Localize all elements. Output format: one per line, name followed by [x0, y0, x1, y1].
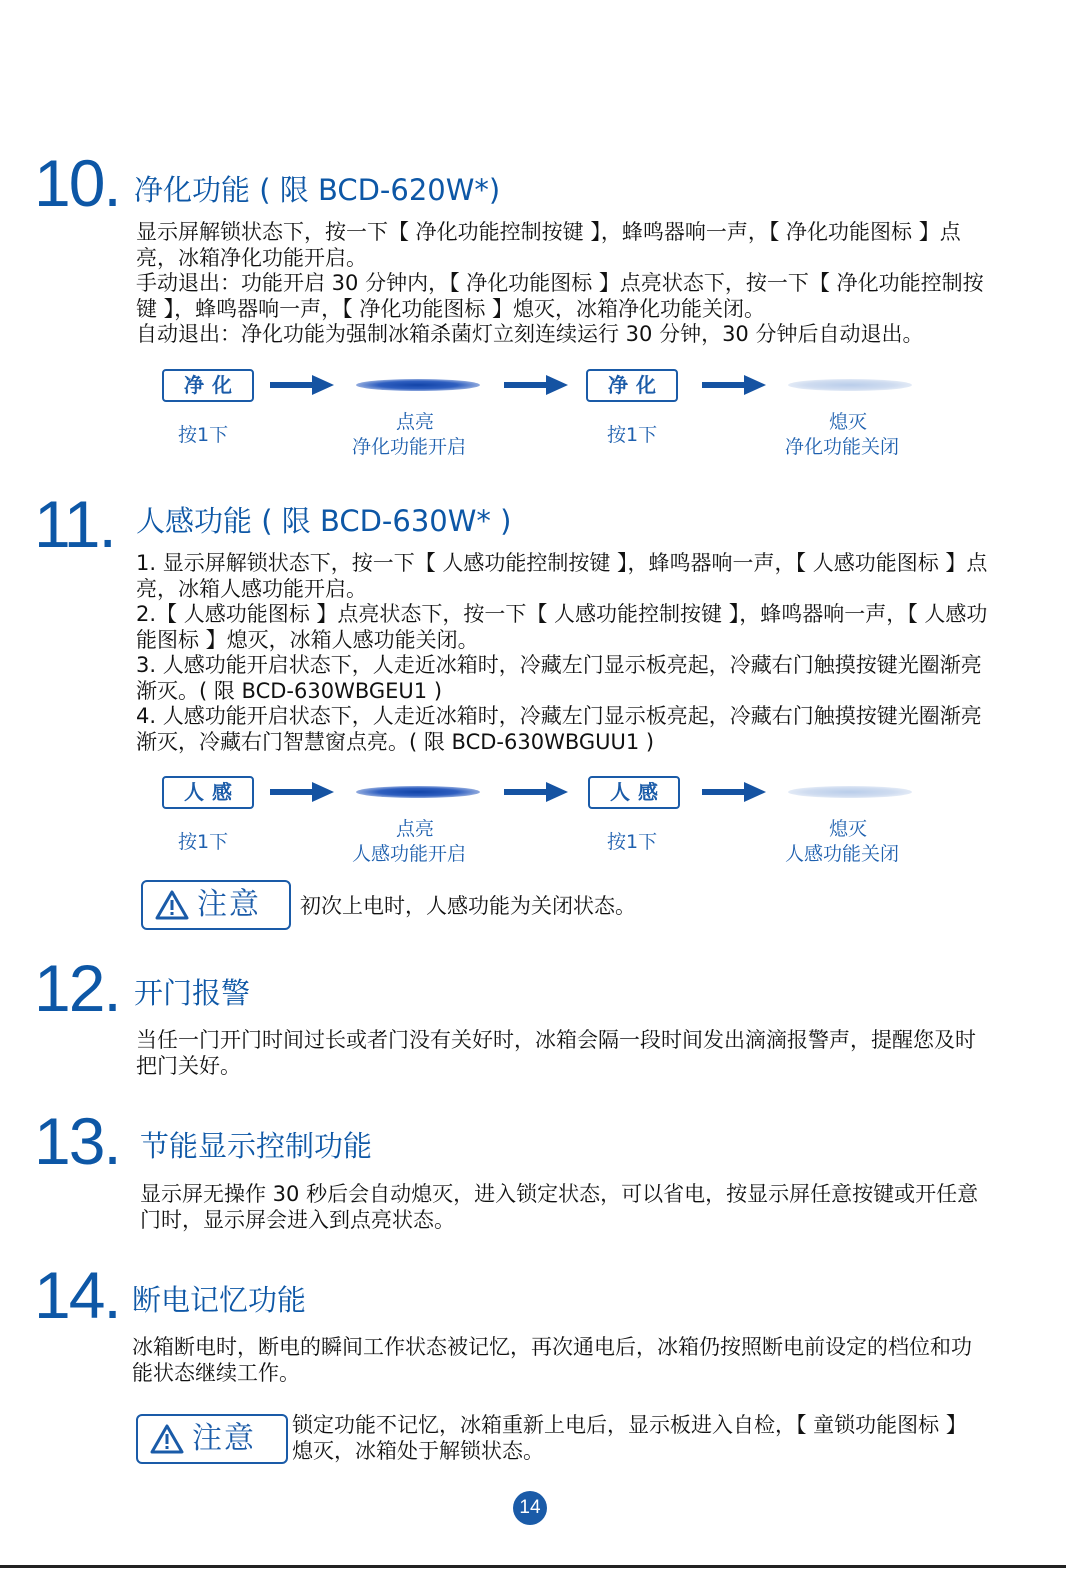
arrow-right-icon — [702, 785, 766, 799]
warning-triangle-icon — [155, 890, 189, 920]
human-sense-key: 人感 — [162, 776, 254, 809]
paragraph: 显示屏无操作 30 秒后会自动熄灭，进入锁定状态，可以省电，按显示屏任意按键或开任意门时，显示屏会进入到点亮状态。 — [140, 1182, 979, 1232]
human-sense-flow-diagram — [0, 776, 1066, 876]
arrow-right-icon — [504, 378, 568, 392]
notice-badge — [136, 1414, 288, 1464]
purify-key: 净化 — [162, 369, 254, 402]
on-label-bottom: 净化功能开启 — [352, 436, 467, 458]
off-label-top: 熄灭 — [829, 411, 868, 433]
section-title: 开门报警 — [134, 976, 251, 1010]
paragraph: 显示屏解锁状态下，按一下【 净化功能控制按键 】，蜂鸣器响一声，【 净化功能图标 】点亮，冰箱净化功能开启。 — [136, 220, 961, 270]
light-off-indicator — [788, 379, 912, 391]
paragraph: 3. 人感功能开启状态下，人走近冰箱时，冷藏左门显示板亮起，冷藏右门触摸按键光圈渐亮渐灭。( 限 BCD-630WBGEU1 ) — [136, 653, 982, 703]
paragraph: 手动退出：功能开启 30 分钟内，【 净化功能图标 】点亮状态下，按一下【 净化功能控制按键 】，蜂鸣器响一声，【 净化功能图标 】熄灭，冰箱净化功能关闭。 — [136, 271, 984, 321]
human-sense-key: 人感 — [588, 776, 680, 809]
purify-flow-diagram — [0, 369, 1066, 469]
light-on-indicator — [356, 379, 480, 391]
notice-text: 初次上电时，人感功能为关闭状态。 — [300, 894, 636, 918]
notice-label: 注意 — [192, 1421, 256, 1456]
section-number: 11. — [34, 487, 115, 561]
notice-text: 锁定功能不记忆，冰箱重新上电后，显示板进入自检，【 童锁功能图标 】熄灭，冰箱处于解锁状态。 — [292, 1413, 967, 1463]
page-number: 14 — [513, 1491, 547, 1525]
off-label-bottom: 净化功能关闭 — [785, 436, 900, 458]
press-label: 按1下 — [178, 424, 229, 446]
section-11-body — [136, 551, 996, 755]
press-label: 按1下 — [607, 831, 658, 853]
section-14-body — [132, 1335, 992, 1386]
section-title: 断电记忆功能 — [132, 1283, 307, 1317]
warning-triangle-icon — [150, 1424, 184, 1454]
light-off-indicator — [788, 786, 912, 798]
purify-key: 净化 — [586, 369, 678, 402]
off-label-bottom: 人感功能关闭 — [785, 843, 900, 865]
on-label-bottom: 人感功能开启 — [352, 843, 467, 865]
on-label-top: 点亮 — [396, 411, 435, 433]
arrow-right-icon — [504, 785, 568, 799]
press-label: 按1下 — [178, 831, 229, 853]
off-label-top: 熄灭 — [829, 818, 868, 840]
section-number: 13. — [34, 1104, 120, 1178]
light-on-indicator — [356, 786, 480, 798]
section-10-body — [136, 220, 996, 348]
section-number: 12. — [34, 951, 120, 1025]
section-title: 节能显示控制功能 — [140, 1129, 373, 1163]
paragraph: 4. 人感功能开启状态下，人走近冰箱时，冷藏左门显示板亮起，冷藏右门触摸按键光圈渐亮渐灭，冷藏右门智慧窗点亮。( 限 BCD-630WBGUU1 ) — [136, 704, 982, 754]
press-label: 按1下 — [607, 424, 658, 446]
section-number: 14. — [34, 1258, 120, 1332]
section-number: 10. — [34, 146, 120, 220]
on-label-top: 点亮 — [396, 818, 435, 840]
section-title: 净化功能 ( 限 BCD-620W*) — [134, 173, 501, 207]
arrow-right-icon — [270, 378, 334, 392]
notice-label: 注意 — [197, 887, 261, 922]
paragraph: 自动退出：净化功能为强制冰箱杀菌灯立刻连续运行 30 分钟，30 分钟后自动退出。 — [136, 322, 924, 346]
arrow-right-icon — [270, 785, 334, 799]
paragraph: 1. 显示屏解锁状态下，按一下【 人感功能控制按键 】，蜂鸣器响一声，【 人感功能图标 】点亮，冰箱人感功能开启。 — [136, 551, 988, 601]
paragraph: 冰箱断电时，断电的瞬间工作状态被记忆，再次通电后，冰箱仍按照断电前设定的档位和功能状态继续工作。 — [132, 1335, 972, 1385]
arrow-right-icon — [702, 378, 766, 392]
section-title: 人感功能 ( 限 BCD-630W* ) — [136, 504, 512, 538]
section-12-body — [136, 1028, 996, 1079]
paragraph: 当任一门开门时间过长或者门没有关好时，冰箱会隔一段时间发出滴滴报警声，提醒您及时把门关好。 — [136, 1028, 976, 1078]
section-13-body — [140, 1182, 992, 1233]
notice-badge — [141, 880, 291, 930]
paragraph: 2.【 人感功能图标 】点亮状态下，按一下【 人感功能控制按键 】，蜂鸣器响一声，【 人感功能图标 】熄灭，冰箱人感功能关闭。 — [136, 602, 988, 652]
bottom-divider — [0, 1565, 1066, 1568]
